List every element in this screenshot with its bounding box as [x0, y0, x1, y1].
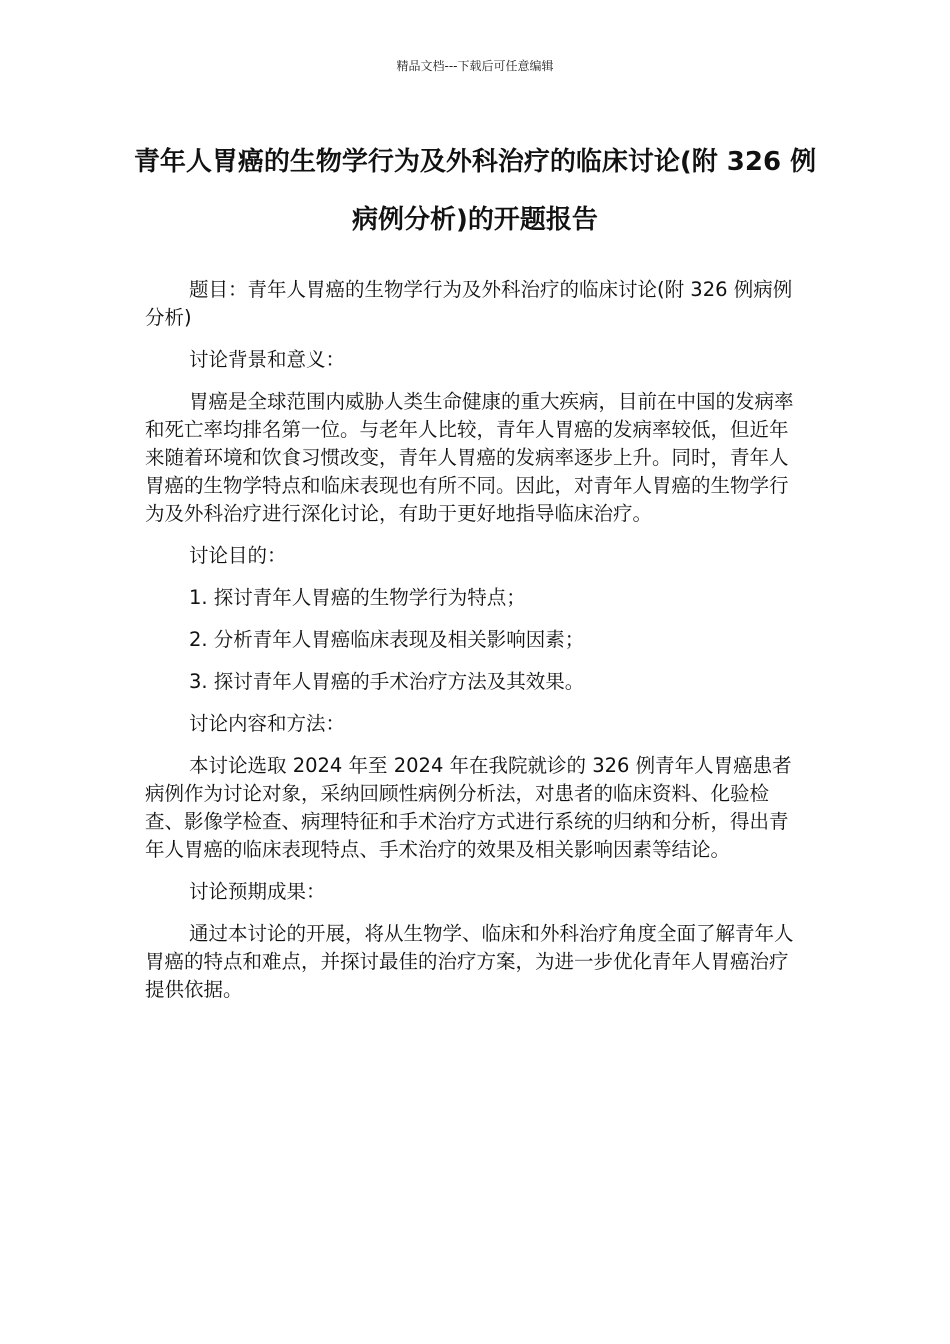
- results-paragraph: 通过本讨论的开展，将从生物学、临床和外科治疗角度全面了解青年人胃癌的特点和难点，并探讨最佳的治疗方案，为进一步优化青年人胃癌治疗提供依据。: [145, 922, 794, 1001]
- background-heading: 讨论背景和意义：: [189, 348, 346, 371]
- subject-paragraph: 题目：青年人胃癌的生物学行为及外科治疗的临床讨论(附 326 例病例分析): [145, 278, 793, 329]
- page-header: 精品文档---下载后可任意编辑: [396, 59, 554, 73]
- purpose-item-1: 1. 探讨青年人胃癌的生物学行为特点；: [189, 586, 526, 609]
- methods-paragraph: 本讨论选取 2024 年至 2024 年在我院就诊的 326 例青年人胃癌患者病例作为讨论对象，采纳回顾性病例分析法，对患者的临床资料、化验检查、影像学检查、病理特征和手术治疗方式进行系统的归纳和分析，得出青年人胃癌的临床表现特点、手术治疗的效果及相关影响因素等结论。: [145, 754, 792, 861]
- document-body: [145, 276, 807, 1018]
- methods-heading: 讨论内容和方法：: [189, 712, 346, 735]
- purpose-heading: 讨论目的：: [189, 544, 287, 567]
- results-heading: 讨论预期成果：: [189, 880, 326, 903]
- purpose-item-3: 3. 探讨青年人胃癌的手术治疗方法及其效果。: [189, 670, 585, 693]
- background-paragraph: 胃癌是全球范围内威胁人类生命健康的重大疾病，目前在中国的发病率和死亡率均排名第一位。与老年人比较，青年人胃癌的发病率较低，但近年来随着环境和饮食习惯改变，青年人胃癌的发病率逐步上升。同时，青年人胃癌的生物学特点和临床表现也有所不同。因此，对青年人胃癌的生物学行为及外科治疗进行深化讨论，有助于更好地指导临床治疗。: [145, 390, 794, 525]
- document-title: 青年人胃癌的生物学行为及外科治疗的临床讨论(附 326 例病例分析)的开题报告: [133, 147, 817, 235]
- purpose-item-2: 2. 分析青年人胃癌临床表现及相关影响因素；: [189, 628, 585, 651]
